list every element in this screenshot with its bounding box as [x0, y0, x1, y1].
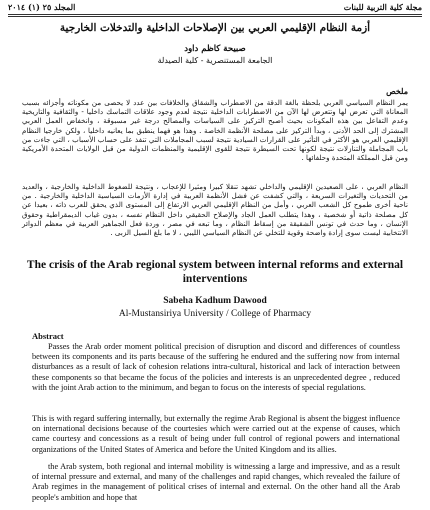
arabic-abstract-heading: ملخص	[386, 86, 408, 96]
header-rule-second	[8, 16, 422, 17]
english-abstract-paragraph-2: This is with regard suffering internally, but externally the regime Arab Regional is absent the biggest influence on international decisions because of the courtesies which were carried out at the expense of causes, which came courtesy and concessions as a result of being under full control of regional powers and international organizations of the United States of America and before the United Kingdom and its allies.	[32, 414, 400, 454]
english-affiliation: Al-Mustansiriya University / College of Pharmacy	[118, 309, 312, 319]
arabic-author: صبيحة كاظم داود	[184, 44, 246, 54]
english-abstract-paragraph-1: Passes the Arab order moment political precision of disruption and discord and differences of countless between its components and its parts because of the suffering he endured and the suffering now from internal disturbances as a result of lack of cohesion relations intra-cultural, historical and lack of interaction between these components so that became the focus of the policies and interests is an unprecedented degree , reduced with the joint Arab action to the minimum, and began to focus on the interests of special regulations.	[32, 342, 400, 392]
arabic-affiliation: الجامعة المستنصرية - كلية الصيدلة	[157, 56, 273, 65]
arabic-title: أزمة النظام الإقليمي العربي بين الإصلاحات الداخلية والتدخلات الخارجية	[59, 22, 371, 34]
english-abstract-heading: Abstract	[32, 331, 64, 341]
english-title: The crisis of the Arab regional system between internal reforms and external interventions	[26, 259, 404, 285]
header-rule	[8, 14, 422, 15]
english-author: Sabeha Kadhum Dawood	[163, 296, 267, 306]
journal-volume: المجلد ٢٥ (١) ٢٠١٤	[8, 2, 76, 12]
arabic-abstract-paragraph-2: النظام العربي ، على الصعيدين الإقليمي والداخلي تشهد تنقلا كبيرا ومثيرا للإعجاب ، ونتيجة للضغوط الداخلية والخارجية ، والعديد من التحديات والتغيرات السريعة ، والتي كشفت عن فشل الأنظمة العربية في إدارة الأزمات السياسية الداخلية والخارجية . من ناحية أخرى طموح كل الشعب العربي ، وأمل من النظام الإقليمي العربي الارتفاع إلى المستوى الذي يحقق للعرب ذاته ، بعيدا عن كل مصلحة ذاتية أو شخصية ، وهذا يتطلب العمل الجاد والإصلاح الحقيقي داخل النظام نفسه ، بدون غياب الديمقراطية وحقوق الإنسان ، وما حدث في تونس الشقيقة من إسقاط النظام ، وما تبعه في مصر ، وردة فعل الجماهير العربية في معظم الدوائر الانتخابية ليست سوى إرادة واضحة وقوية للتخلي عن النظام السياسي الليبي ، لا ما بلغ السيل الزبى .	[22, 182, 408, 238]
journal-name: مجلة كلية التربية للبنات	[343, 2, 422, 12]
running-header	[8, 2, 422, 12]
arabic-abstract-paragraph-1: يمر النظام السياسي العربي بلحظة بالغة الدقة من الاضطراب والشقاق والخلافات بين عدد لا يحصى من مكوناته وأجزائه بسبب المعاناة التي تعرض لها وتتعرض لها الآن من الاضطرابات الداخلية نتيجة لعدم وجود علاقات التماسك داخليا - والثقافية والتاريخية وعدم التفاعل بين هذه المكونات بحيث أصبح التركيز على السياسات والمصالح درجة غير مسبوقة ، وانخفاض العمل العربي المشترك إلى الحد الأدنى ، وبدأ التركيز على مصلحة الأنظمة الخاصة . وهذا هو فهما ينطبق بما يعانيه داخليا ، ولكن خارجيا النظام الإقليمي العربي هو الأكثر في التأثير على القرارات السيادية نتيجة لسبب المجاملات التي تنفذ على حساب الأسباب ، التي جاءت من باب المجاملة والتنازلات نتيجة لكونها تحت السيطرة نتيجة للقوى الإقليمية والمنظمات الدولية من قبل الولايات المتحدة الأمريكية ومن قبل المملكة المتحدة وحلفائها .	[22, 98, 408, 163]
english-abstract-paragraph-3: the Arab system, both regional and internal mobility is witnessing a large and impressive, and as a result of internal pressure and external, and many of the challenges and rapid changes, which revealed the failure of Arab regimes in the management of political crises of internal and external. On the other hand all the Arab people's ambition and hope that	[32, 462, 400, 502]
